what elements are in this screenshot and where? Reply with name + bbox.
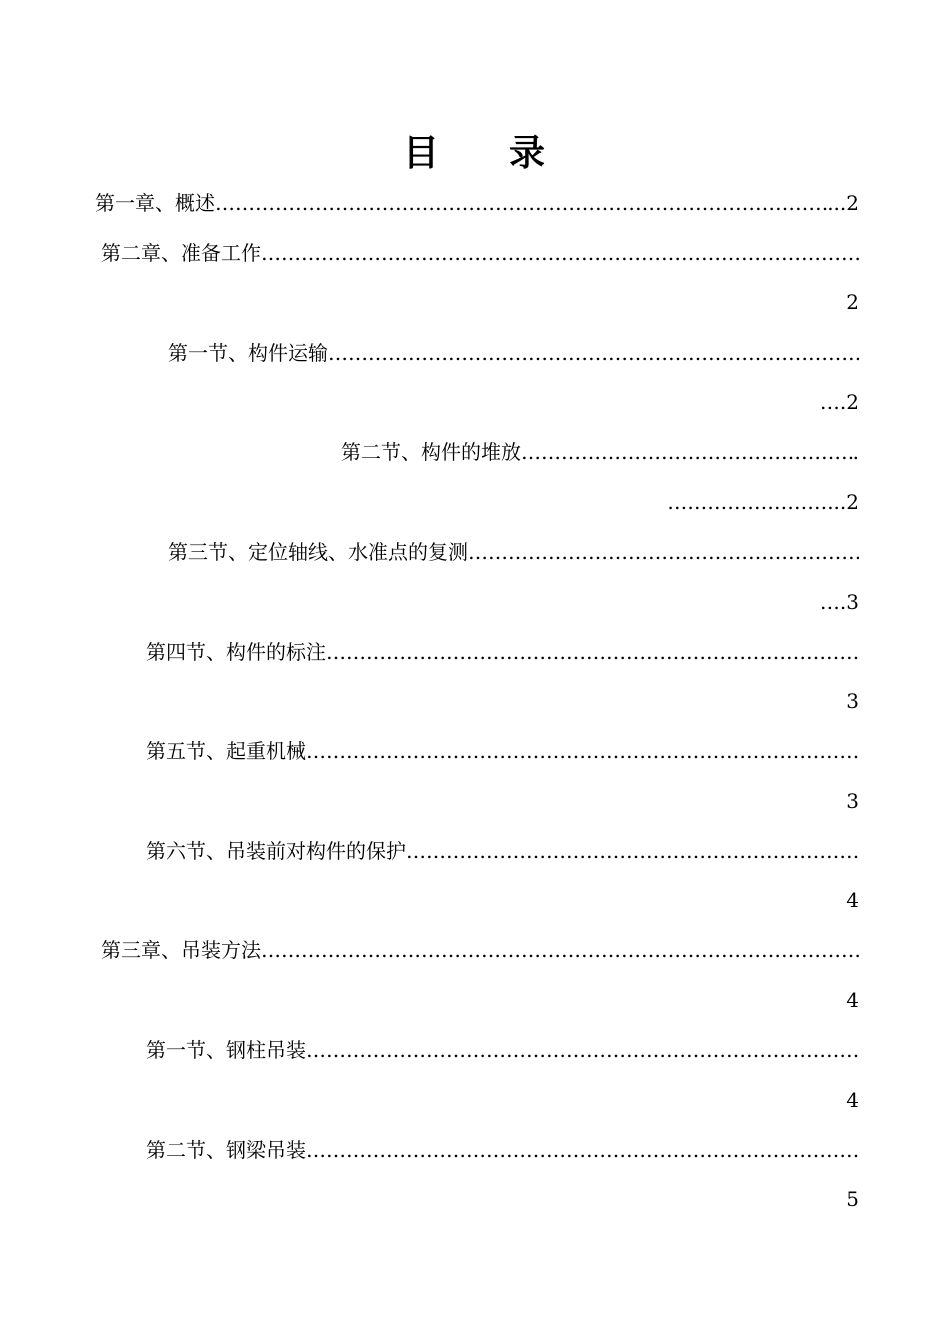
page-title <box>0 130 950 178</box>
toc-page-line <box>0 985 859 1015</box>
dot-leader <box>215 188 827 218</box>
toc-page-number: 4 <box>846 988 859 1012</box>
toc-entry-section-3-2[interactable] <box>146 1135 859 1165</box>
toc-page-number: ….3 <box>819 590 859 614</box>
toc-entry-label: 第一节、构件运输 <box>168 341 328 365</box>
toc-entry-section-2-4[interactable] <box>146 637 859 667</box>
toc-page-line <box>0 885 859 915</box>
toc-entry-section-3-1[interactable] <box>146 1035 859 1065</box>
toc-page-line <box>0 686 859 716</box>
toc-entry-chapter-1[interactable] <box>95 188 859 218</box>
toc-page-line <box>0 1184 859 1214</box>
toc-entry-label: 第二节、钢梁吊装 <box>146 1138 306 1162</box>
dot-leader <box>306 1135 859 1165</box>
toc-entry-label: 第一章、概述 <box>95 191 215 215</box>
toc-entry-label: 第三章、吊装方法 <box>101 938 261 962</box>
toc-page-number: ...2 <box>827 191 859 215</box>
toc-page-line <box>0 487 859 517</box>
toc-entry-label: 第五节、起重机械 <box>146 739 306 763</box>
toc-entry-label: 第四节、构件的标注 <box>146 640 326 664</box>
toc-trailing-dot: . <box>852 440 859 464</box>
toc-page-line <box>0 786 859 816</box>
toc-entry-label: 第一节、钢柱吊装 <box>146 1038 306 1062</box>
toc-entry-label: 第二节、构件的堆放 <box>341 440 521 464</box>
toc-entry-chapter-3[interactable] <box>101 935 859 965</box>
toc-entry-section-2-2[interactable] <box>341 437 859 467</box>
dot-leader <box>406 836 859 866</box>
toc-entry-label: 第六节、吊装前对构件的保护 <box>146 839 406 863</box>
toc-page-number: 4 <box>846 1088 859 1112</box>
toc-page-line <box>0 387 859 417</box>
toc-page-number: ….2 <box>819 390 859 414</box>
dot-leader <box>326 637 859 667</box>
toc-page-number: 2 <box>846 290 859 314</box>
toc-page-line <box>0 287 859 317</box>
toc-page-line <box>0 1085 859 1115</box>
toc-entry-chapter-2[interactable] <box>101 238 859 268</box>
dot-leader <box>261 935 859 965</box>
toc-page-number: ……………………...2 <box>667 490 859 514</box>
dot-leader <box>261 238 859 268</box>
dot-leader <box>468 537 859 567</box>
title-char-2: 录 <box>509 133 548 174</box>
dot-leader <box>328 338 859 368</box>
toc-page-line <box>0 587 859 617</box>
toc-entry-section-2-6[interactable] <box>146 836 859 866</box>
dot-leader <box>521 437 853 467</box>
title-char-1: 目 <box>402 133 441 174</box>
toc-page-number: 3 <box>846 789 859 813</box>
toc-entry-label: 第三节、定位轴线、水准点的复测 <box>168 540 468 564</box>
toc-page-number: 5 <box>846 1187 859 1211</box>
toc-entry-section-2-5[interactable] <box>146 736 859 766</box>
toc-entry-section-2-3[interactable] <box>168 537 859 567</box>
dot-leader <box>306 736 859 766</box>
dot-leader <box>306 1035 859 1065</box>
toc-page-number: 4 <box>846 888 859 912</box>
toc-entry-section-2-1[interactable] <box>168 338 859 368</box>
toc-page-number: 3 <box>846 689 859 713</box>
toc-entry-label: 第二章、准备工作 <box>101 241 261 265</box>
